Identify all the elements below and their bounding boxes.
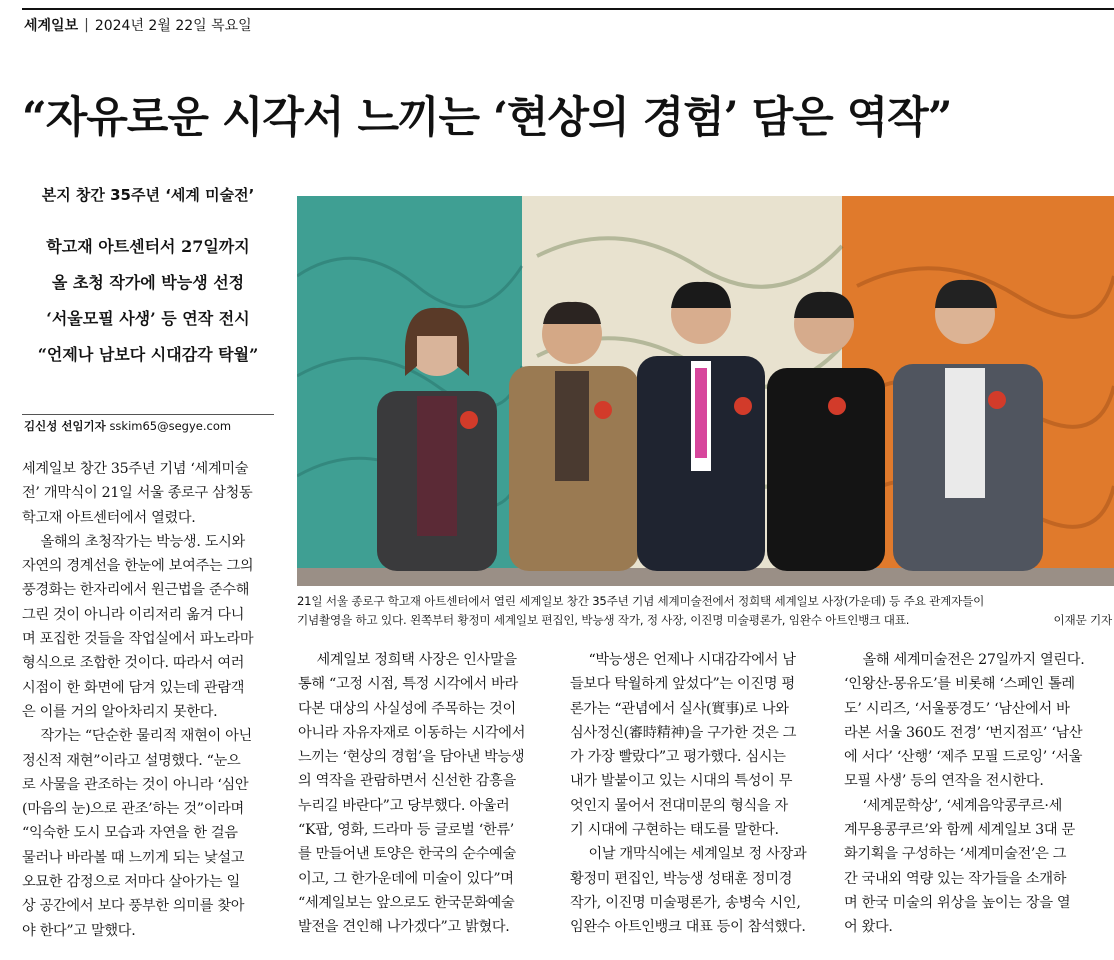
body-line: 기 시대에 구현하는 태도를 말한다.	[570, 822, 779, 839]
reporter-email: sskim65@segye.com	[109, 419, 232, 433]
body-line: “박능생은 언제나 시대감각에서 남	[588, 652, 796, 668]
body-line: 아니라 자유자재로 이동하는 시각에서	[298, 724, 526, 741]
kicker: 본지 창간 35주년 ‘세계 미술전’	[41, 186, 255, 204]
body-line: 이날 개막식에는 세계일보 정 사장과	[588, 846, 807, 863]
top-rule	[22, 8, 1114, 10]
body-line: 심사정신(審時精神)을 구가한 것은 그	[570, 724, 797, 741]
body-line: 전’ 개막식이 21일 서울 종로구 삼청동	[22, 485, 253, 502]
body-line: 어 왔다.	[844, 919, 893, 936]
body-line: ‘인왕산-몽유도’를 비롯해 ‘스페인 톨레	[844, 676, 1075, 693]
body-line: 누리길 바란다”고 당부했다. 아울러	[298, 797, 510, 814]
body-column-3	[570, 648, 822, 940]
body-column-2	[298, 648, 550, 940]
photo-caption	[297, 592, 1114, 630]
body-line: 발전을 견인해 나가겠다”고 밝혔다.	[298, 919, 510, 936]
body-line: 형식으로 조합한 것이다. 따라서 여러	[22, 655, 245, 672]
body-line: 며 한국 미술의 위상을 높이는 장을 열	[844, 894, 1071, 911]
body-line: 가 가장 빨랐다”고 평가했다. 심시는	[570, 749, 786, 766]
body-line: 상 공간에서 보다 풍부한 의미를 찾아	[22, 898, 245, 915]
body-line: 들보다 탁월하게 앞섰다”는 이진명 평	[570, 676, 795, 693]
body-column-1	[22, 457, 282, 943]
subheadline-4: “언제나 남보다 시대감각 탁월”	[37, 345, 259, 364]
body-line: “K팝, 영화, 드라마 등 글로벌 ‘한류’	[298, 822, 515, 839]
caption-line-1: 21일 서울 종로구 학고재 아트센터에서 열린 세계일보 창간 35주년 기념 세계미술전에서 정희택 세계일보 사장(가운데) 등 주요 관계자들이	[297, 594, 985, 608]
photo-illustration	[297, 196, 1114, 586]
body-line: 간 국내외 역량 있는 작가들을 소개하	[844, 870, 1067, 887]
body-line: 계무용콩쿠르’와 함께 세계일보 3대 문	[844, 822, 1075, 839]
body-line: 내가 발붙이고 있는 시대의 특성이 무	[570, 773, 793, 790]
body-line: 다본 대상의 사실성에 주목하는 것이	[298, 700, 516, 717]
body-line: 화기획을 구성하는 ‘세계미술전’은 그	[844, 846, 1067, 863]
body-line: 작가는 “단순한 물리적 재현이 아닌	[40, 728, 252, 745]
body-line: “익숙한 도시 모습과 자연을 한 걸음	[22, 825, 238, 842]
body-line: 은 이를 거의 알아차리지 못한다.	[22, 703, 218, 720]
body-line: 며 포집한 것들을 작업실에서 파노라마	[22, 631, 254, 648]
body-line: 라본 서울 360도 전경’ ‘번지점프’ ‘남산	[844, 724, 1083, 741]
body-column-4	[844, 648, 1114, 940]
body-line: 물러나 바라볼 때 느끼게 되는 낯설고	[22, 849, 245, 866]
subheadline-3: ‘서울모필 사생’ 등 연작 전시	[46, 309, 250, 328]
body-line: 풍경화는 한자리에서 원근법을 준수해	[22, 582, 250, 599]
masthead	[24, 14, 252, 36]
body-line: 올해의 초청작가는 박능생. 도시와	[40, 533, 245, 550]
body-line: 론가는 “관념에서 실사(實事)로 나와	[570, 700, 789, 717]
body-line: 엇인지 물어서 전대미문의 형식을 자	[570, 797, 788, 814]
masthead-separator: |	[84, 17, 89, 33]
body-line: 로 사물을 관조하는 것이 아니라 ‘심안	[22, 776, 249, 793]
publication-date: 2024년 2월 22일 목요일	[94, 18, 252, 34]
byline-rule	[22, 414, 274, 415]
reporter-name: 김신성 선임기자	[24, 419, 106, 433]
body-line: 그린 것이 아니라 이리저리 옮겨 다니	[22, 606, 245, 623]
body-line: ‘세계문학상’, ‘세계음악콩쿠르·세	[862, 797, 1062, 814]
body-line: 이고, 그 한가운데에 미술이 있다”며	[298, 870, 514, 887]
body-line: 세계일보 정희택 사장은 인사말을	[316, 652, 517, 668]
body-line: 오묘한 감정으로 저마다 살아가는 일	[22, 874, 240, 891]
body-line: 느끼는 ‘현상의 경험’을 담아낸 박능생	[298, 749, 525, 766]
body-line: 에 서다’ ‘산행’ ‘제주 모필 드로잉’ ‘서울	[844, 749, 1083, 766]
body-line: 작가, 이진명 미술평론가, 송병숙 시인,	[570, 894, 801, 911]
photo-credit: 이재문 기자	[1053, 613, 1112, 627]
article-headline: “자유로운 시각서 느끼는 ‘현상의 경험’ 담은 역작”	[22, 93, 952, 143]
caption-line-2: 기념촬영을 하고 있다. 왼쪽부터 황정미 세계일보 편집인, 박능생 작가, 정 사장, 이진명 미술평론가, 임완수 아트인뱅크 대표.	[297, 613, 910, 627]
subheadline-1: 학고재 아트센터서 27일까지	[46, 237, 250, 256]
body-line: 자연의 경계선을 한눈에 보여주는 그의	[22, 558, 254, 575]
news-photo	[297, 196, 1114, 586]
byline	[24, 418, 231, 434]
body-line: 통해 “고정 시점, 특정 시각에서 바라	[298, 676, 518, 693]
body-line: 시점이 한 화면에 담겨 있는데 관람객	[22, 679, 245, 696]
body-line: 의 역작을 관람하면서 신선한 감흥을	[298, 773, 516, 790]
body-line: 학고재 아트센터에서 열렸다.	[22, 509, 196, 526]
body-line: 올해 세계미술전은 27일까지 열린다.	[862, 652, 1085, 668]
body-line: 를 만들어낸 토양은 한국의 순수예술	[298, 846, 516, 863]
body-line: 황정미 편집인, 박능생 성태훈 정미경	[570, 870, 793, 887]
body-line: 야 한다”고 말했다.	[22, 922, 136, 939]
body-line: 세계일보 창간 35주년 기념 ‘세계미술	[22, 461, 249, 477]
subheadline-box	[22, 184, 274, 373]
body-line: 모필 사생’ 등의 연작을 전시한다.	[844, 773, 1044, 790]
body-line: 임완수 아트인뱅크 대표 등이 참석했다.	[570, 919, 806, 936]
body-line: 정신적 재현”이라고 설명했다. “눈으	[22, 752, 241, 769]
newspaper-name: 세계일보	[24, 18, 79, 34]
body-line: 도’ 시리즈, ‘서울풍경도’ ‘남산에서 바	[844, 700, 1070, 717]
subheadline-2: 올 초청 작가에 박능생 선정	[51, 273, 245, 292]
body-line: (마음의 눈)으로 관조’하는 것”이라며	[22, 801, 244, 818]
body-line: “세계일보는 앞으로도 한국문화예술	[298, 894, 515, 911]
